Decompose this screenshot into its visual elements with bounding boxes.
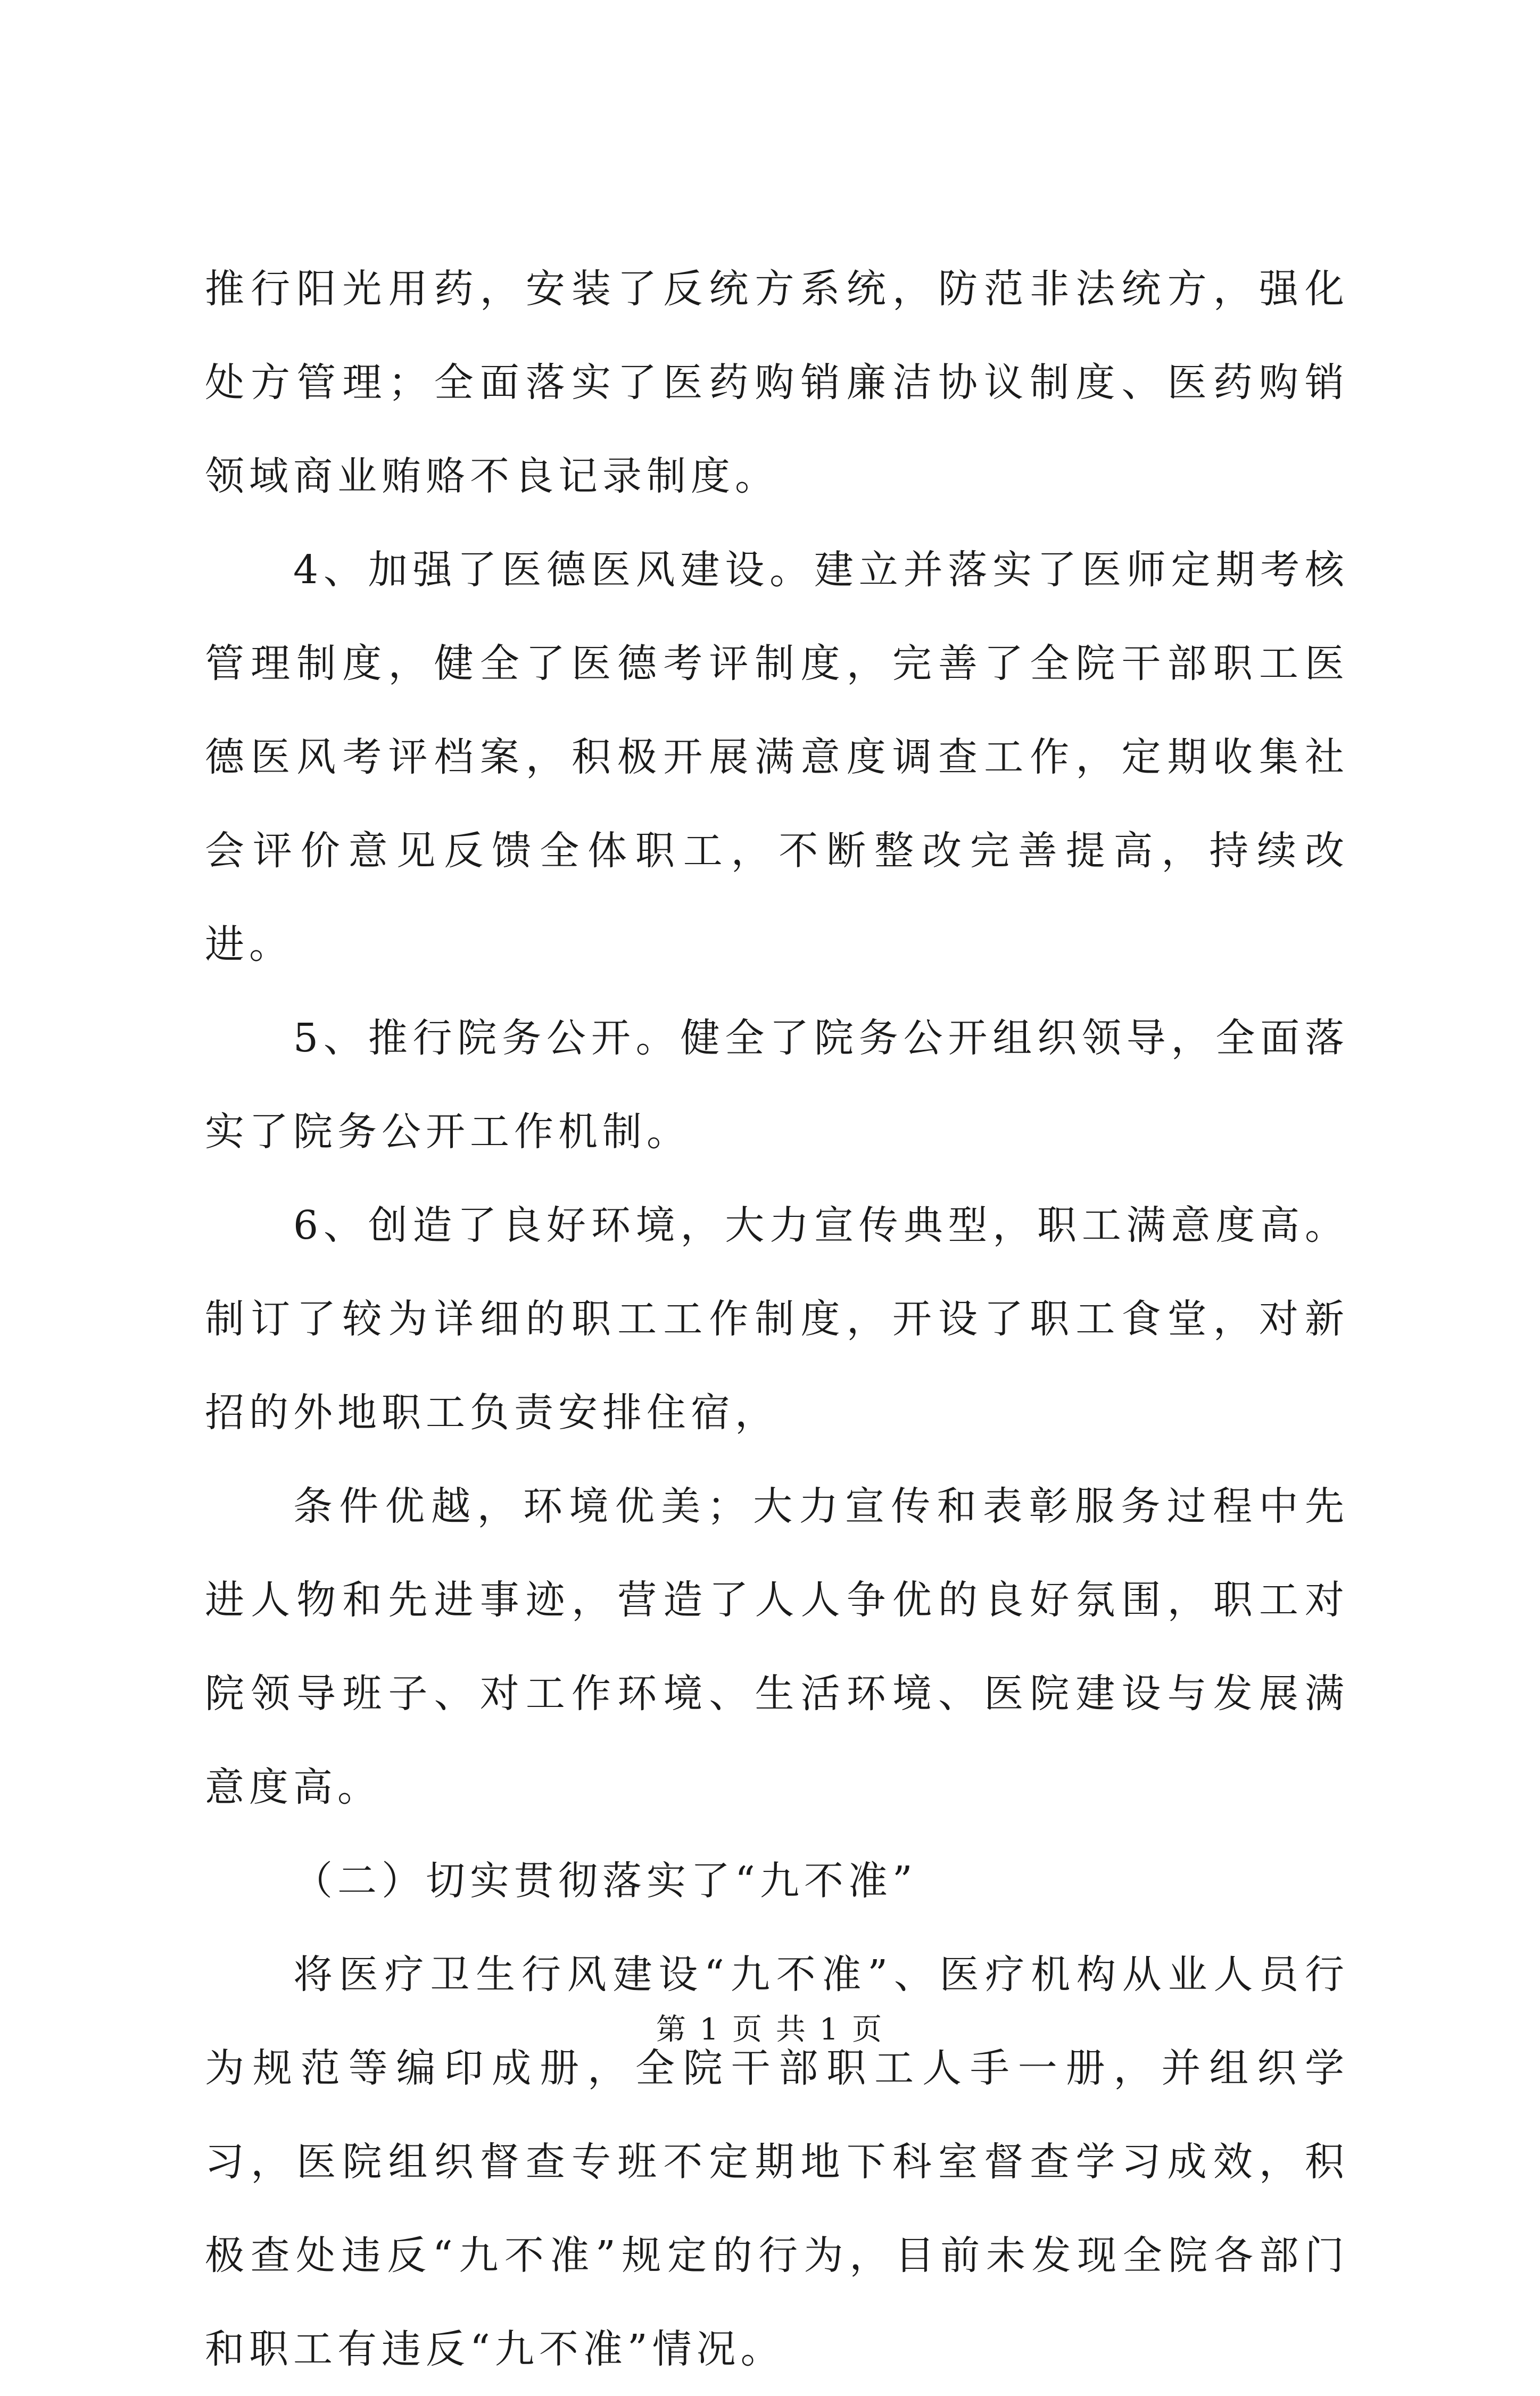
paragraph-item-4: 4、加强了医德医风建设。建立并落实了医师定期考核管理制度，健全了医德考评制度，完善了全院干部职工医德医风考评档案，积极开展满意度调查工作，定期收集社会评价意见反馈全体职工，不断整改完善提高，持续改进。 [205,547,1349,967]
document-body [205,242,1349,2396]
paragraph-continuation: 推行阳光用药，安装了反统方系统，防范非法统方，强化处方管理；全面落实了医药购销廉洁协议制度、医药购销领域商业贿赂不良记录制度。 [205,266,1349,499]
paragraph-item-6: 6、创造了良好环境，大力宣传典型，职工满意度高。制订了较为详细的职工工作制度，开设了职工食堂，对新招的外地职工负责安排住宿， [205,1203,1349,1436]
paragraph-nine-prohibitions: 将医疗卫生行风建设“九不准”、医疗机构从业人员行为规范等编印成册，全院干部职工人手一册，并组织学习，医院组织督查专班不定期地下科室督查学习成效，积极查处违反“九不准”规定的行为，目前未发现全院各部门和职工有违反“九不准”情况。 [205,1952,1349,2372]
paragraph-item-5: 5、推行院务公开。健全了院务公开组织领导，全面落实了院务公开工作机制。 [205,1015,1349,1155]
paragraph-item-6-continued: 条件优越，环境优美；大力宣传和表彰服务过程中先进人物和先进事迹，营造了人人争优的良好氛围，职工对院领导班子、对工作环境、生活环境、医院建设与发展满意度高。 [205,1483,1349,1810]
page-footer: 第 1 页 共 1 页 [656,2012,884,2047]
section-heading: （二）切实贯彻落实了“九不准” [293,1858,917,1904]
